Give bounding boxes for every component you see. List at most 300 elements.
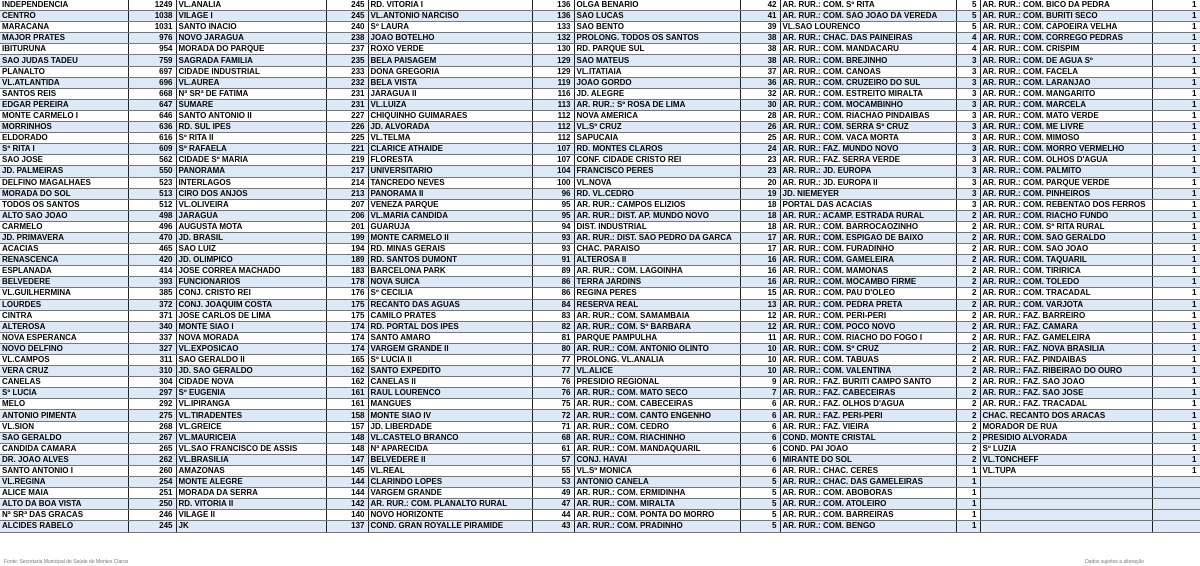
neighborhood-cell: ALCIDES RABELO (0, 521, 128, 532)
count-cell: 219 (326, 155, 368, 166)
count-cell: 10 (740, 366, 780, 377)
count-cell: 1 (1152, 221, 1200, 232)
count-cell: 144 (326, 477, 368, 488)
neighborhood-cell: Sº RITA I (0, 144, 128, 155)
table-row (0, 465, 1200, 476)
neighborhood-cell: AR. RUR.: COM. SAMAMBAIA (574, 310, 740, 321)
count-cell: 1 (956, 477, 980, 488)
neighborhood-cell: AR. RUR.: COM. PAU D'OLEO (780, 288, 956, 299)
neighborhood-cell: VL.REAL (368, 465, 532, 476)
count-cell: 1 (1152, 66, 1200, 77)
neighborhood-cell: AR. RUR.: COM. CRUZEIRO DO SUL (780, 77, 956, 88)
count-cell: 1038 (128, 11, 176, 22)
neighborhood-cell: MONTE SIAO I (176, 321, 326, 332)
neighborhood-cell (980, 477, 1152, 488)
count-cell: 3 (956, 188, 980, 199)
neighborhood-cell: ACACIAS (0, 244, 128, 255)
count-cell: 6 (740, 432, 780, 443)
neighborhood-cell: AR. RUR.: COM. RIACHO FUNDO (980, 210, 1152, 221)
neighborhood-cell: INTERLAGOS (176, 177, 326, 188)
table-row (0, 499, 1200, 510)
table-row (0, 110, 1200, 121)
neighborhood-cell: CLARINDO LOPES (368, 477, 532, 488)
neighborhood-cell: SANTO AMARO (368, 332, 532, 343)
count-cell: 233 (326, 66, 368, 77)
count-cell: 2 (956, 410, 980, 421)
table-row (0, 66, 1200, 77)
neighborhood-cell: CONJ. HAVAI (574, 454, 740, 465)
neighborhood-cell: JOAO BOTELHO (368, 33, 532, 44)
neighborhood-cell: AR. RUR.: COM. CEDRO (574, 421, 740, 432)
count-cell: 175 (326, 310, 368, 321)
count-cell: 1 (1152, 465, 1200, 476)
count-cell: 976 (128, 33, 176, 44)
neighborhood-cell: BELVEDERE (0, 277, 128, 288)
count-cell: 86 (532, 288, 574, 299)
table-row (0, 410, 1200, 421)
neighborhood-cell: JD. OLIMPICO (176, 255, 326, 266)
count-cell: 310 (128, 366, 176, 377)
footnote-note: Dados sujeitos a alteração (1085, 559, 1144, 565)
neighborhood-cell: AR. RUR.: COM. ABOBORAS (780, 488, 956, 499)
count-cell: 2 (956, 332, 980, 343)
neighborhood-cell: CHAC. PARAISO (574, 244, 740, 255)
neighborhood-cell: AR. RUR.: COM. CAPOEIRA VELHA (980, 22, 1152, 33)
neighborhood-cell: AR. RUR.: COM. PARQUE VERDE (980, 177, 1152, 188)
neighborhood-cell: AR. RUR.: FAZ. NOVA BRASILIA (980, 343, 1152, 354)
count-cell: 38 (740, 44, 780, 55)
count-cell: 136 (532, 11, 574, 22)
count-cell: 176 (326, 288, 368, 299)
table-row (0, 388, 1200, 399)
table-row (0, 255, 1200, 266)
neighborhood-cell: SAO LUCAS (574, 11, 740, 22)
count-cell: 2 (956, 244, 980, 255)
count-cell: 3 (956, 66, 980, 77)
neighborhood-cell: SAO MATEUS (574, 55, 740, 66)
neighborhood-cell (980, 499, 1152, 510)
neighborhood-cell: RENASCENCA (0, 255, 128, 266)
neighborhood-cell: SANTO ANTONIO II (176, 110, 326, 121)
neighborhood-cell: VL.AUREA (176, 77, 326, 88)
neighborhood-cell: MONTE ALEGRE (176, 477, 326, 488)
neighborhood-cell: AR. RUR.: COM. ESPIGAO DE BAIXO (780, 232, 956, 243)
count-cell: 83 (532, 310, 574, 321)
neighborhood-cell: AR. RUR.: COM. DE AGUA Sº (980, 55, 1152, 66)
count-cell: 498 (128, 210, 176, 221)
count-cell: 104 (532, 166, 574, 177)
table-row (0, 321, 1200, 332)
count-cell: 3 (956, 133, 980, 144)
neighborhood-cell: AR. RUR.: COM. PRADINHO (574, 521, 740, 532)
count-cell: 1 (1152, 244, 1200, 255)
neighborhood-cell: AR. RUR.: FAZ. GAMELEIRA (980, 332, 1152, 343)
neighborhood-cell: AR. RUR.: COM. MANDAQUARIL (574, 443, 740, 454)
neighborhood-cell: AR. RUR.: COM. ERMIDINHA (574, 488, 740, 499)
count-cell: 11 (740, 332, 780, 343)
count-cell: 82 (532, 321, 574, 332)
count-cell: 1 (1152, 410, 1200, 421)
neighborhood-cell: AR. RUR.: JD. EUROPA II (780, 177, 956, 188)
neighborhood-cell: AR. RUR.: Sº ROSA DE LIMA (574, 99, 740, 110)
neighborhood-cell: COND. MONTE CRISTAL (780, 432, 956, 443)
count-cell: 1 (1152, 232, 1200, 243)
neighborhood-cell: CANELAS (0, 377, 128, 388)
count-cell: 231 (326, 99, 368, 110)
neighborhood-cell: BELVEDERE II (368, 454, 532, 465)
neighborhood-cell: Nª SRª DE FATIMA (176, 88, 326, 99)
neighborhood-cell: VL.GUILHERMINA (0, 288, 128, 299)
neighborhood-cell: VL.ALICE (574, 366, 740, 377)
count-cell: 1 (1152, 310, 1200, 321)
count-cell: 1 (1152, 277, 1200, 288)
table-row (0, 477, 1200, 488)
neighborhood-cell: ANTONIO PIMENTA (0, 410, 128, 421)
neighborhood-cell: Sº EUGENIA (176, 388, 326, 399)
neighborhood-cell: ALTEROSA II (574, 255, 740, 266)
table-row (0, 244, 1200, 255)
neighborhood-cell: SAPUCAIA (574, 133, 740, 144)
count-cell: 116 (532, 88, 574, 99)
count-cell: 77 (532, 355, 574, 366)
neighborhood-cell: DR. JOAO ALVES (0, 454, 128, 465)
count-cell: 616 (128, 133, 176, 144)
count-cell: 311 (128, 355, 176, 366)
neighborhood-cell: NOVA AMERICA (574, 110, 740, 121)
neighborhood-cell: SAO JUDAS TADEU (0, 55, 128, 66)
neighborhood-cell: TODOS OS SANTOS (0, 199, 128, 210)
neighborhood-cell: AR. RUR.: COM. MORRO VERMELHO (980, 144, 1152, 155)
table-row (0, 488, 1200, 499)
neighborhood-cell: AR. RUR.: COM. PINHEIROS (980, 188, 1152, 199)
count-cell: 235 (326, 55, 368, 66)
neighborhood-cell: AR. RUR.: CAMPOS ELIZIOS (574, 199, 740, 210)
neighborhood-cell: AR. RUR.: DIST. SAO PEDRO DA GARCA (574, 232, 740, 243)
count-cell: 107 (532, 144, 574, 155)
count-cell: 41 (740, 11, 780, 22)
count-cell: 513 (128, 188, 176, 199)
count-cell: 161 (326, 388, 368, 399)
neighborhood-cell: SANTOS REIS (0, 88, 128, 99)
neighborhood-cell: MIRANTE DO SOL (780, 454, 956, 465)
neighborhood-cell: SANTO INACIO (176, 22, 326, 33)
neighborhood-cell: VL.SAO LOURENCO (780, 22, 956, 33)
count-cell: 465 (128, 244, 176, 255)
neighborhood-cell: AR. RUR.: COM. CORREGO PEDRAS (980, 33, 1152, 44)
count-cell: 2 (956, 310, 980, 321)
neighborhood-cell: BELA PAISAGEM (368, 55, 532, 66)
count-cell: 3 (956, 122, 980, 133)
count-cell: 112 (532, 133, 574, 144)
count-cell: 245 (326, 11, 368, 22)
neighborhood-cell: DONA GREGORIA (368, 66, 532, 77)
count-cell: 1 (956, 488, 980, 499)
neighborhood-cell: AR. RUR.: COM. MANGARITO (980, 88, 1152, 99)
count-cell: 53 (532, 477, 574, 488)
neighborhood-cell: MELO (0, 399, 128, 410)
neighborhood-cell: MORADA DA SERRA (176, 488, 326, 499)
neighborhood-cell: AR. RUR.: COM. SAO JOAO DA VEREDA (780, 11, 956, 22)
count-cell: 2 (956, 366, 980, 377)
neighborhood-cell: AR. RUR.: COM. VALENTINA (780, 366, 956, 377)
neighborhood-cell: BARCELONA PARK (368, 266, 532, 277)
table-row (0, 88, 1200, 99)
count-cell: 24 (740, 144, 780, 155)
count-cell: 2 (956, 388, 980, 399)
neighborhood-cell: AR. RUR.: FAZ. RIBEIRAO DO OURO (980, 366, 1152, 377)
count-cell: 174 (326, 321, 368, 332)
count-cell: 16 (740, 255, 780, 266)
neighborhood-cell: AR. RUR.: FAZ. BURITI CAMPO SANTO (780, 377, 956, 388)
neighborhood-cell: MONTE CARMELO I (0, 110, 128, 121)
count-cell: 76 (532, 388, 574, 399)
neighborhood-cell: COND. PAI JOAO (780, 443, 956, 454)
neighborhood-cell: CIRO DOS ANJOS (176, 188, 326, 199)
count-cell: 609 (128, 144, 176, 155)
table-row (0, 44, 1200, 55)
neighborhood-cell: AR. RUR.: COM. PONTA DO MORRO (574, 510, 740, 521)
count-cell: 7 (740, 388, 780, 399)
neighborhood-cell: MARACANA (0, 22, 128, 33)
count-cell: 562 (128, 155, 176, 166)
count-cell: 145 (326, 465, 368, 476)
count-cell: 496 (128, 221, 176, 232)
neighborhood-cell: VL.REGINA (0, 477, 128, 488)
count-cell: 1 (1152, 199, 1200, 210)
count-cell: 371 (128, 310, 176, 321)
neighborhood-cell: FLORESTA (368, 155, 532, 166)
count-cell: 133 (532, 22, 574, 33)
count-cell: 38 (740, 33, 780, 44)
neighborhood-cell: AR. RUR.: FAZ. PERI-PERI (780, 410, 956, 421)
count-cell: 231 (326, 88, 368, 99)
neighborhood-cell: JD. ALVORADA (368, 122, 532, 133)
neighborhood-cell: Nª SRª DAS GRACAS (0, 510, 128, 521)
neighborhood-cell: PROLONG. VL.ANALIA (574, 355, 740, 366)
neighborhood-cell: VL.BRASILIA (176, 454, 326, 465)
neighborhood-cell: AR. RUR.: COM. REBENTAO DOS FERROS (980, 199, 1152, 210)
count-cell: 267 (128, 432, 176, 443)
neighborhood-cell: JD. PRIMAVERA (0, 232, 128, 243)
neighborhood-cell: CONF. CIDADE CRISTO REI (574, 155, 740, 166)
neighborhood-cell: AR. RUR.: COM. Sº RITA (780, 0, 956, 11)
count-cell: 95 (532, 199, 574, 210)
count-cell: 1 (1152, 144, 1200, 155)
neighborhood-cell: MANGUES (368, 399, 532, 410)
count-cell: 232 (326, 77, 368, 88)
neighborhood-cell: TERRA JARDINS (574, 277, 740, 288)
neighborhood-cell: FUNCIONARIOS (176, 277, 326, 288)
count-cell: 43 (532, 521, 574, 532)
neighborhood-cell: MORRINHOS (0, 122, 128, 133)
table-row (0, 166, 1200, 177)
neighborhood-cell: AR. RUR.: COM. LARANJAO (980, 77, 1152, 88)
count-cell: 107 (532, 155, 574, 166)
count-cell: 30 (740, 99, 780, 110)
count-cell: 10 (740, 355, 780, 366)
count-cell: 55 (532, 465, 574, 476)
count-cell: 77 (532, 366, 574, 377)
neighborhood-cell: AR. RUR.: COM. ESTREITO MIRALTA (780, 88, 956, 99)
count-cell: 16 (740, 277, 780, 288)
neighborhood-cell: MONTE SIAO IV (368, 410, 532, 421)
count-cell: 227 (326, 110, 368, 121)
table-row (0, 510, 1200, 521)
count-cell: 165 (326, 355, 368, 366)
neighborhood-cell: AR. RUR.: COM. OLHOS D'AGUA (980, 155, 1152, 166)
table-row (0, 366, 1200, 377)
count-cell: 15 (740, 288, 780, 299)
count-cell: 71 (532, 421, 574, 432)
neighborhood-cell: AR. RUR.: FAZ. CAMARA (980, 321, 1152, 332)
table-row (0, 122, 1200, 133)
neighborhood-cell: AR. RUR.: FAZ. MUNDO NOVO (780, 144, 956, 155)
neighborhood-cell: JOAO GORDO (574, 77, 740, 88)
count-cell: 6 (740, 399, 780, 410)
count-cell: 47 (532, 499, 574, 510)
count-cell: 72 (532, 410, 574, 421)
neighborhood-cell: ALTEROSA (0, 321, 128, 332)
count-cell: 1 (1152, 210, 1200, 221)
count-cell: 61 (532, 443, 574, 454)
count-cell: 1 (1152, 99, 1200, 110)
neighborhood-cell: CANDIDA CAMARA (0, 443, 128, 454)
count-cell: 3 (956, 177, 980, 188)
count-cell: 36 (740, 77, 780, 88)
neighborhood-cell: ROXO VERDE (368, 44, 532, 55)
table-row (0, 521, 1200, 532)
neighborhood-cell: AR. RUR.: COM. MATO SECO (574, 388, 740, 399)
table-row (0, 22, 1200, 33)
neighborhood-cell: NOVA ESPERANCA (0, 332, 128, 343)
count-cell: 214 (326, 177, 368, 188)
table-row (0, 133, 1200, 144)
count-cell: 86 (532, 277, 574, 288)
count-cell: 1 (1152, 55, 1200, 66)
neighborhood-cell: AR. RUR.: COM. SAO JOAO (980, 244, 1152, 255)
neighborhood-cell: CIDADE NOVA (176, 377, 326, 388)
count-cell: 225 (326, 133, 368, 144)
count-cell: 393 (128, 277, 176, 288)
neighborhood-cell: VL.ATLANTIDA (0, 77, 128, 88)
count-cell: 385 (128, 288, 176, 299)
neighborhood-cell: AR. RUR.: JD. EUROPA (780, 166, 956, 177)
count-cell: 3 (956, 155, 980, 166)
count-cell: 1 (1152, 388, 1200, 399)
count-cell: 636 (128, 122, 176, 133)
neighborhood-cell: NOVO JARAGUA (176, 33, 326, 44)
neighborhood-cell: AR. RUR.: COM. FACELA (980, 66, 1152, 77)
neighborhood-cell: RECANTO DAS AGUAS (368, 299, 532, 310)
count-cell: 237 (326, 44, 368, 55)
neighborhood-cell: VERA CRUZ (0, 366, 128, 377)
neighborhood-cell: AR. RUR.: COM. MAMONAS (780, 266, 956, 277)
neighborhood-cell: AR. RUR.: COM. BREJINHO (780, 55, 956, 66)
count-cell: 158 (326, 410, 368, 421)
neighborhood-cell: SUMARE (176, 99, 326, 110)
footnote (0, 559, 1200, 566)
neighborhood-cell: CINTRA (0, 310, 128, 321)
neighborhood-cell: AR. RUR.: COM. ANTONIO OLINTO (574, 343, 740, 354)
neighborhood-cell: AR. RUR.: COM. SAO GERALDO (980, 232, 1152, 243)
count-cell: 5 (740, 477, 780, 488)
count-cell: 6 (740, 454, 780, 465)
neighborhood-cell: VARGEM GRANDE (368, 488, 532, 499)
count-cell: 260 (128, 465, 176, 476)
count-cell: 327 (128, 343, 176, 354)
neighborhood-cell: AR. RUR.: COM. VARJOTA (980, 299, 1152, 310)
count-cell: 5 (740, 510, 780, 521)
neighborhood-cell: CHIQUINHO GUIMARAES (368, 110, 532, 121)
neighborhood-cell: VILAGE II (176, 510, 326, 521)
neighborhood-cell: AR. RUR.: COM. BICO DA PEDRA (980, 0, 1152, 11)
count-cell: 119 (532, 77, 574, 88)
count-cell: 3 (956, 77, 980, 88)
neighborhood-cell (980, 510, 1152, 521)
count-cell: 132 (532, 33, 574, 44)
count-cell: 1 (1152, 288, 1200, 299)
count-cell (1152, 521, 1200, 532)
neighborhood-cell: SAGRADA FAMILIA (176, 55, 326, 66)
count-cell: 512 (128, 199, 176, 210)
count-cell: 174 (326, 332, 368, 343)
neighborhood-cell: AR. RUR.: COM. GAMELEIRA (780, 255, 956, 266)
count-cell: 1 (956, 465, 980, 476)
count-cell: 19 (740, 188, 780, 199)
count-cell: 226 (326, 122, 368, 133)
count-cell: 161 (326, 399, 368, 410)
neighborhood-cell: Sº RITA II (176, 133, 326, 144)
count-cell: 245 (326, 0, 368, 11)
count-cell: 76 (532, 377, 574, 388)
neighborhood-cell: REGINA PERES (574, 288, 740, 299)
neighborhood-cell: TANCREDO NEVES (368, 177, 532, 188)
count-cell: 470 (128, 232, 176, 243)
count-cell: 217 (326, 166, 368, 177)
count-cell: 1 (1152, 332, 1200, 343)
neighborhood-cell: AR. RUR.: FAZ. SAO JOSE (980, 388, 1152, 399)
count-cell: 2 (956, 299, 980, 310)
count-cell: 2 (956, 266, 980, 277)
neighborhood-cell: CIDADE INDUSTRIAL (176, 66, 326, 77)
count-cell: 10 (740, 343, 780, 354)
neighborhood-cell: AR. RUR.: COM. RIACHO DO FOGO I (780, 332, 956, 343)
count-cell: 954 (128, 44, 176, 55)
neighborhood-cell: VL.EXPOSICAO (176, 343, 326, 354)
count-cell: 1 (1152, 299, 1200, 310)
neighborhood-cell: VARGEM GRANDE II (368, 343, 532, 354)
neighborhood-cell: AR. RUR.: CHAC. DAS PAINEIRAS (780, 33, 956, 44)
count-cell: 297 (128, 388, 176, 399)
neighborhood-cell: SAO LUIZ (176, 244, 326, 255)
count-cell: 9 (740, 377, 780, 388)
count-cell: 238 (326, 33, 368, 44)
neighborhood-cell: AR. RUR.: COM. MATO VERDE (980, 110, 1152, 121)
count-cell: 1 (1152, 110, 1200, 121)
count-cell: 12 (740, 310, 780, 321)
count-cell: 178 (326, 277, 368, 288)
table-row (0, 288, 1200, 299)
count-cell: 251 (128, 488, 176, 499)
neighborhood-cell: AR. RUR.: COM. SERRA Sº CRUZ (780, 122, 956, 133)
neighborhood-cell: SANTO ANTONIO I (0, 465, 128, 476)
count-cell: 2 (956, 399, 980, 410)
neighborhood-cell: RD. MONTES CLAROS (574, 144, 740, 155)
neighborhood-cell: VL.CASTELO BRANCO (368, 432, 532, 443)
count-cell: 1 (1152, 343, 1200, 354)
neighborhood-cell: AR. RUR.: COM. MOCAMBO FIRME (780, 277, 956, 288)
count-cell: 17 (740, 244, 780, 255)
